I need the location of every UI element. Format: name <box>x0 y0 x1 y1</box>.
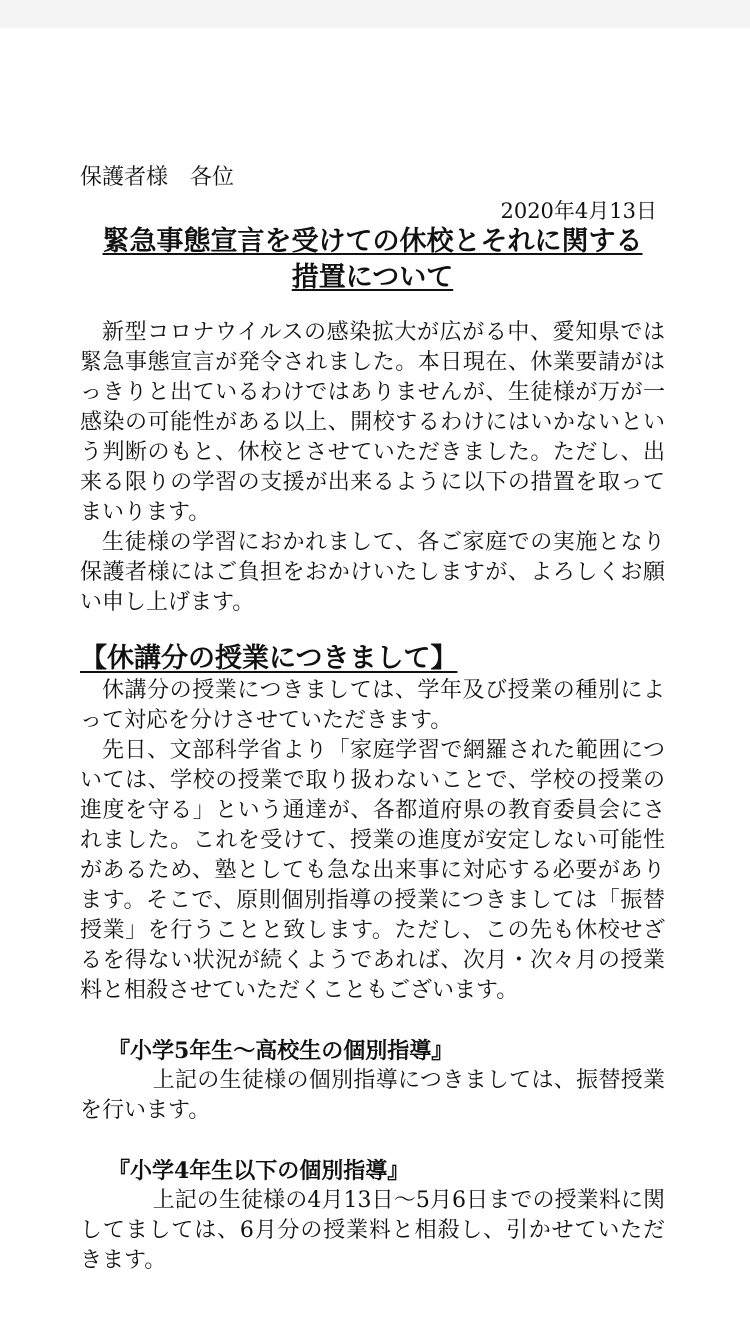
title-line-2: 措置について <box>291 262 454 293</box>
subsection-heading: 『小学4年生以下の個別指導』 <box>108 1158 410 1184</box>
notice-document <box>80 158 665 1276</box>
salutation: 保護者様 各位 <box>80 165 235 190</box>
title-line-1: 緊急事態宣言を受けての休校とそれに関する <box>102 226 643 257</box>
section-heading <box>80 642 665 676</box>
intro-paragraph: 新型コロナウイルスの感染拡大が広がる中、愛知県では緊急事態宣言が発令されました。本日現在、休業要請がはっきりと出ているわけではありませんが、生徒様が万が一感染の可能性がある以上、開校するわけにはいかないという判断のもと、休校とさせていただきました。ただし、出来る限りの学習の支援が出来るように以下の措置を取ってまいります。 <box>80 320 665 525</box>
subsection-text: 上記の生徒様の4月13日～5月6日までの授業料に関してましては、6月分の授業料と相殺し、引かせていただきます。 <box>80 1188 665 1273</box>
document-title <box>80 224 665 296</box>
intro-paragraph: 生徒様の学習におかれまして、各ご家庭での実施となり保護者様にはご負担をおかけいたしますが、よろしくお願い申し上げます。 <box>80 530 665 615</box>
subsection-heading: 『小学5年生～高校生の個別指導』 <box>108 1038 454 1064</box>
section-paragraph: 休講分の授業につきましては、学年及び授業の種別によって対応を分けさせていただきます。 <box>80 678 665 733</box>
section-heading-text: 【休講分の授業につきまして】 <box>80 643 458 674</box>
section-paragraph: 先日、文部科学省より「家庭学習で網羅された範囲については、学校の授業で取り扱わないことで、学校の授業の進度を守る」という通達が、各都道府県の教育委員会にされました。これを受けて、授業の進度が安定しない可能性があるため、塾としても急な出来事に対応する必要があります。そこで、原則個別指導の授業につきましては「振替授業」を行うことと致します。ただし、この先も休校せざるを得ない状況が続くようであれば、次月・次々月の授業料と相殺させていただくこともございます。 <box>80 738 665 1003</box>
subsection-text: 上記の生徒様の個別指導につきましては、振替授業を行います。 <box>80 1068 665 1123</box>
top-status-strip <box>0 0 750 28</box>
document-date: 2020年4月13日 <box>500 199 657 223</box>
